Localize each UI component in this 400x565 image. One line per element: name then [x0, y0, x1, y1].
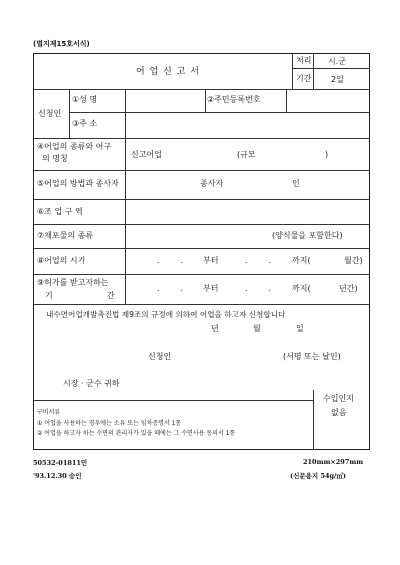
permit-unit: 년간): [339, 284, 358, 293]
period-from: 부터: [203, 256, 219, 265]
form-title: 어 업 신 고 서: [136, 67, 200, 77]
processing-label-2: 기간: [296, 74, 312, 83]
stamp-label-2: 없음: [331, 408, 347, 417]
documents-heading: 구비서류: [37, 409, 61, 416]
processing-label-1: 처리: [296, 56, 312, 65]
footer-size: 210mm×297mm: [303, 458, 364, 466]
date-dot: .: [245, 256, 248, 265]
zone-label: ⑥조 업 구 역: [37, 207, 83, 216]
date-dot: .: [157, 284, 160, 293]
signature-label: (서명 또는 날인): [283, 352, 341, 361]
declaration-applicant-label: 신청인: [148, 352, 172, 361]
fishery-type-value: 신고어업: [131, 150, 162, 159]
permit-label-1: ⑨허가를 받고자하는: [37, 278, 109, 287]
date-dot: .: [245, 284, 248, 293]
period-label: ⑧어업의 시기: [37, 256, 86, 265]
applicant-group-label: 신청인: [38, 109, 62, 118]
divider: [34, 304, 369, 305]
divider: [125, 89, 126, 304]
permit-from: 부터: [203, 284, 219, 293]
species-note: (양식물을 포함한다): [272, 231, 343, 240]
date-dot: .: [268, 256, 271, 265]
name-label: ①성 명: [72, 95, 98, 104]
workers-unit: 인: [292, 179, 300, 188]
divider: [34, 199, 369, 200]
divider: [205, 89, 206, 112]
divider: [292, 54, 293, 89]
declaration-year: 년: [211, 324, 219, 333]
declaration-day: 일: [296, 324, 304, 333]
date-dot: .: [180, 284, 183, 293]
permit-label-2: 기: [45, 291, 53, 300]
documents-item-2: ② 어업을 하고자 하는 수면의 관리자가 있을 때에는 그 수면사용 동의서 1통: [37, 430, 236, 437]
date-dot: .: [268, 284, 271, 293]
footer-code: 50532-01811민: [33, 459, 88, 467]
declaration-statement: 내수면어업개발촉진법 제9조의 규정에 의하여 어업을 하고자 신청합니다: [46, 310, 286, 319]
declaration-month: 월: [253, 324, 261, 333]
scale-label: (규모: [237, 150, 256, 159]
divider: [34, 274, 369, 275]
date-dot: .: [157, 256, 160, 265]
divider: [313, 54, 314, 89]
period-to: 까지(: [292, 256, 311, 265]
permit-to: 까지(: [292, 284, 311, 293]
divider: [69, 89, 70, 138]
addressee: 시장 · 군수 귀하: [63, 379, 120, 388]
fishery-type-label-1: ④어업의 종류와 어구: [37, 142, 112, 151]
scale-close: ): [325, 150, 329, 159]
divider: [34, 89, 369, 90]
stamp-label-1: 수입인지: [323, 394, 354, 403]
divider: [34, 170, 369, 171]
footer-paper: (신문용지 54g/㎡): [290, 472, 346, 480]
method-label: ⑤어업의 방법과 종사자: [37, 179, 119, 188]
divider: [286, 89, 287, 112]
fishery-type-label-2: 의 명칭: [42, 154, 68, 163]
divider: [313, 390, 314, 449]
footer-approval: '93.12.30 승인: [33, 472, 82, 480]
divider: [69, 112, 369, 113]
divider: [34, 248, 369, 249]
workers-label: 종사자: [200, 179, 224, 188]
address-label: ③주 소: [72, 119, 98, 128]
processing-office: 시.군: [328, 57, 346, 66]
divider: [34, 224, 369, 225]
application-form: [33, 53, 370, 450]
processing-days: 2일: [331, 75, 344, 84]
species-label: ⑦채포물의 종류: [37, 231, 94, 240]
period-unit: 월간): [344, 256, 363, 265]
documents-item-1: ① 어업을 사용하는 경우에는 소유 또는 임차증명서 1통: [37, 420, 182, 427]
rrn-label: ②주민등록번호: [207, 95, 261, 104]
divider: [34, 400, 313, 401]
date-dot: .: [180, 256, 183, 265]
divider: [292, 68, 369, 69]
form-number: (별지제15호서식): [33, 40, 90, 48]
permit-label-3: 간: [107, 291, 115, 300]
divider: [34, 138, 369, 139]
